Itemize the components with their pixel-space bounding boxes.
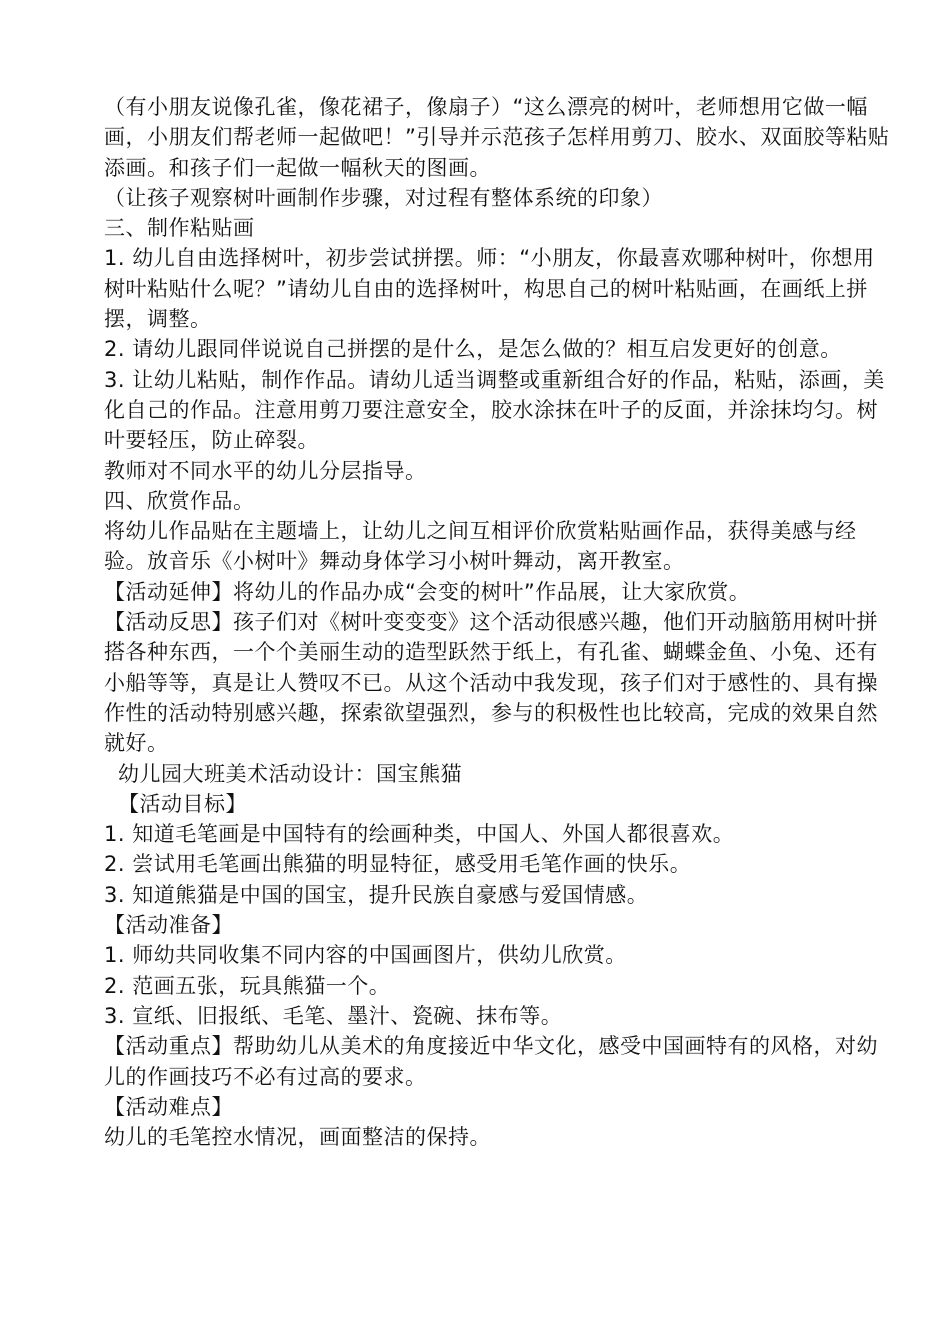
goal-3: 3. 知道熊猫是中国的国宝，提升民族自豪感与爱国情感。 [104,882,649,907]
step-2: 2. 请幼儿跟同伴说说自己拼摆的是什么，是怎么做的？相互启发更好的创意。 [104,337,842,362]
heading-difficulty: 【活动难点】 [104,1094,233,1119]
step-3: 3. 让幼儿粘贴，制作作品。请幼儿适当调整或重新组合好的作品，粘贴，添画，美化自己的作品。注意用剪刀要注意安全，胶水涂抹在叶子的反面，并涂抹均匀。树叶要轻压，防止碎裂。 [104,367,885,453]
paragraph-observe-note: （让孩子观察树叶画制作步骤，对过程有整体系统的印象） [104,185,663,210]
heading-preparation: 【活动准备】 [104,913,233,938]
goal-1: 1. 知道毛笔画是中国特有的绘画种类，中国人、外国人都很喜欢。 [104,822,735,847]
paragraph-appreciation: 将幼儿作品贴在主题墙上，让幼儿之间互相评价欣赏粘贴画作品，获得美感与经验。放音乐《小树叶》舞动身体学习小树叶舞动，离开教室。 [104,519,857,574]
document-title: 幼儿园大班美术活动设计：国宝熊猫 [118,761,462,786]
prep-1: 1. 师幼共同收集不同内容的中国画图片，供幼儿欣赏。 [104,943,627,968]
paragraph-key-point: 【活动重点】帮助幼儿从美术的角度接近中华文化，感受中国画特有的风格，对幼儿的作画技巧不必有过高的要求。 [104,1034,878,1089]
prep-3: 3. 宣纸、旧报纸、毛笔、墨汁、瓷碗、抹布等。 [104,1003,563,1028]
paragraph-reflection: 【活动反思】孩子们对《树叶变变变》这个活动很感兴趣，他们开动脑筋用树叶拼搭各种东西，一个个美丽生动的造型跃然于纸上，有孔雀、蝴蝶金鱼、小兔、还有小船等等，真是让人赞叹不已。从这个活动中我发现，孩子们对于感性的、具有操作性的活动特别感兴趣，探索欲望强烈，参与的积极性也比较高，完成的效果自然就好。 [104,610,878,756]
paragraph-teacher-guidance: 教师对不同水平的幼儿分层指导。 [104,458,427,483]
heading-goals: 【活动目标】 [118,791,247,816]
paragraph-extension: 【活动延伸】将幼儿的作品办成“会变的树叶”作品展，让大家欣赏。 [104,579,751,604]
step-1: 1. 幼儿自由选择树叶，初步尝试拼摆。师：“小朋友，你最喜欢哪种树叶，你想用树叶粘贴什么呢？”请幼儿自由的选择树叶，构思自己的树叶粘贴画，在画纸上拼摆，调整。 [104,246,875,332]
paragraph-intro: （有小朋友说像孔雀，像花裙子，像扇子）“这么漂亮的树叶，老师想用它做一幅画，小朋友们帮老师一起做吧！”引导并示范孩子怎样用剪刀、胶水、双面胶等粘贴添画。和孩子们一起做一幅秋天的图画。 [104,95,890,180]
section-heading-4: 四、欣赏作品。 [104,488,255,513]
prep-2: 2. 范画五张，玩具熊猫一个。 [104,973,391,998]
section-heading-3: 三、制作粘贴画 [104,216,255,241]
goal-2: 2. 尝试用毛笔画出熊猫的明显特征，感受用毛笔作画的快乐。 [104,852,692,877]
paragraph-difficulty: 幼儿的毛笔控水情况，画面整洁的保持。 [104,1125,491,1150]
